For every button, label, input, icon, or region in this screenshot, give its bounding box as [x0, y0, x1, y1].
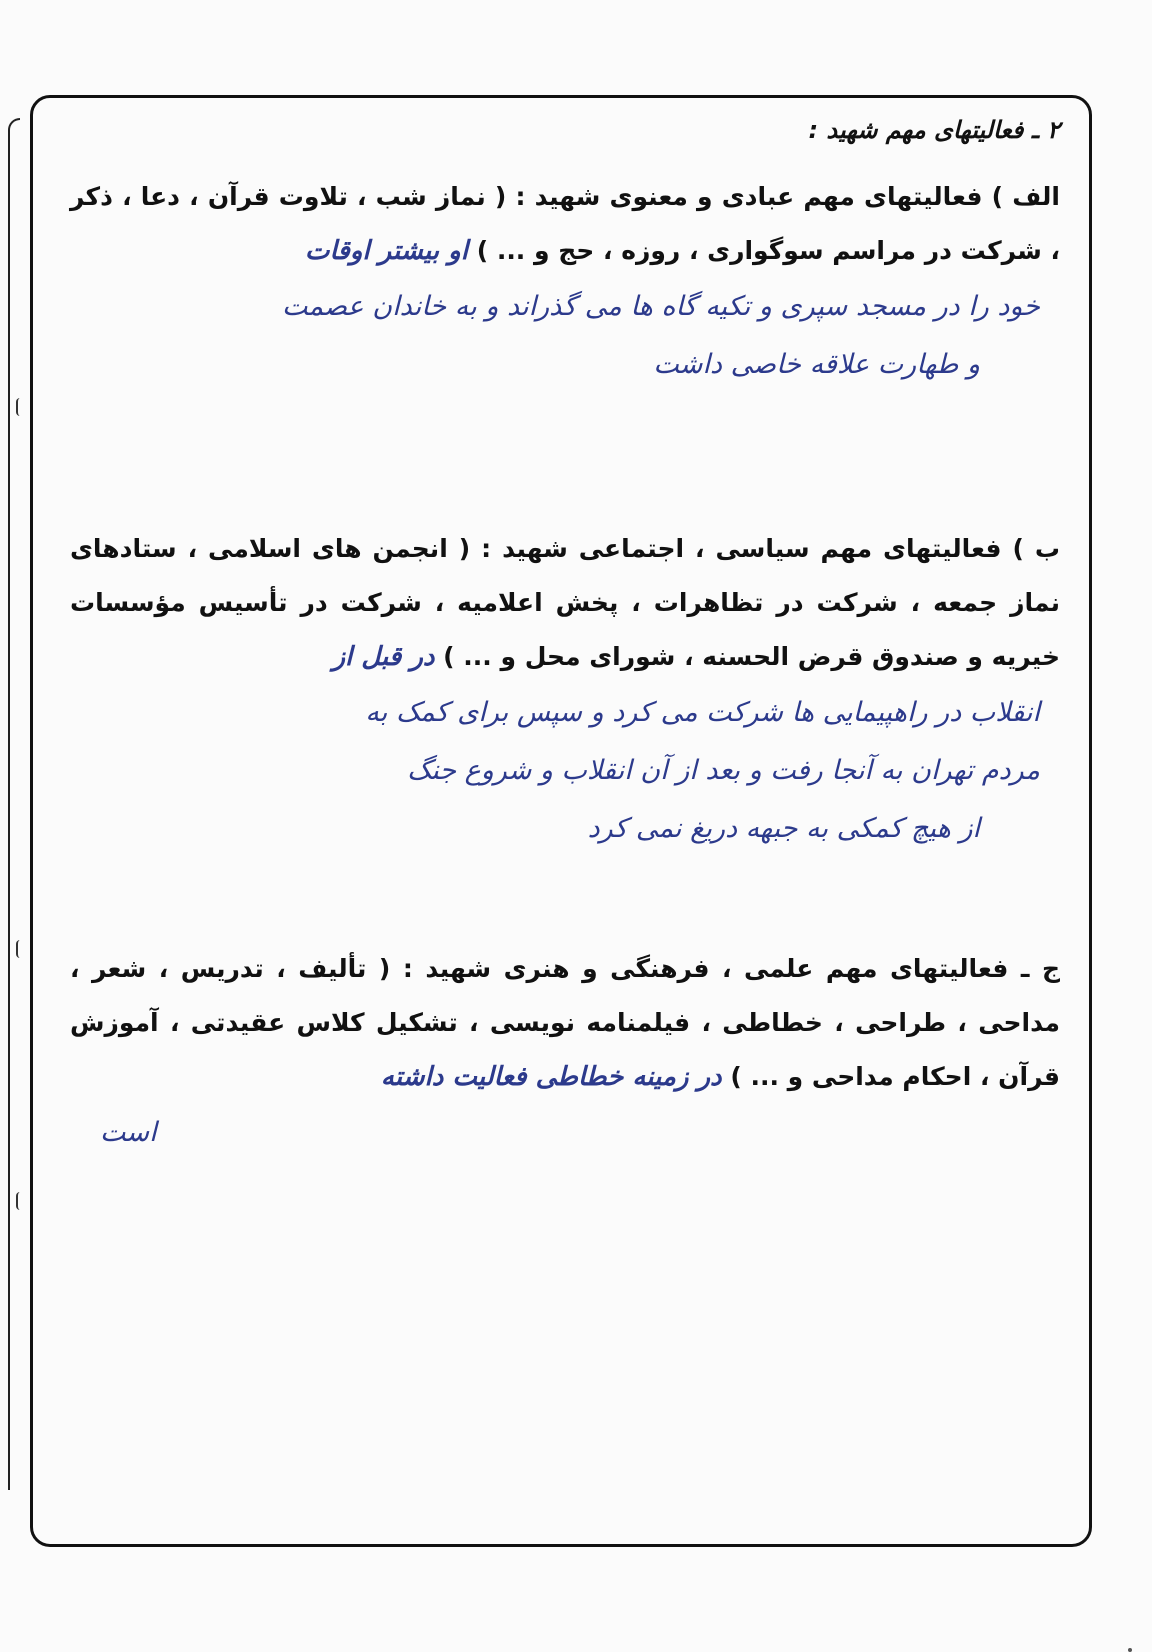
scan-page-edge [8, 118, 20, 1490]
section-c-printed-text: ج ـ فعالیتهای مهم علمی ، فرهنگی و هنری شهید : ( تألیف ، تدریس ، شعر ، مداحی ، طراحی ، خطاطی ، فیلمنامه نویسی ، تشکیل کلاس عقیدتی ، آموزش قرآن ، احکام مداحی و ... ) [70, 954, 1060, 1091]
scan-binding-mark [16, 398, 24, 416]
form-content [70, 110, 1060, 1148]
handwritten-line: مردم تهران به آنجا رفت و بعد از آن انقلاب و شروع جنگ [407, 755, 1040, 786]
section-heading: ۲ ـ فعالیتهای مهم شهید : [808, 116, 1060, 144]
section-b-printed [70, 522, 1060, 684]
section-b [70, 522, 1060, 858]
section-a [70, 170, 1060, 394]
section-b-handwritten-inline: در قبل از [332, 642, 435, 672]
handwritten-line: از هیچ کمکی به جبهه دریغ نمی کرد [587, 813, 980, 844]
section-c-handwritten [70, 1104, 1060, 1162]
scan-binding-mark [16, 1192, 24, 1210]
section-c [70, 942, 1060, 1162]
section-b-handwritten [70, 684, 1060, 858]
handwritten-line: است [100, 1117, 157, 1148]
section-a-printed-text: الف ) فعالیتهای مهم عبادی و معنوی شهید : ( نماز شب ، تلاوت قرآن ، دعا ، ذکر ، شرکت در مراسم سوگواری ، روزه ، حج و ... ) [70, 182, 1060, 265]
scan-binding-mark [16, 940, 24, 958]
section-b-printed-text: ب ) فعالیتهای مهم سیاسی ، اجتماعی شهید : ( انجمن های اسلامی ، ستادهای نماز جمعه ، شرکت در تظاهرات ، پخش اعلامیه ، شرکت در تأسیس مؤسسات خیریه و صندوق قرض الحسنه ، شورای محل و ... ) [70, 534, 1060, 671]
section-c-printed [70, 942, 1060, 1104]
handwritten-line: و طهارت علاقه خاصی داشت [653, 349, 980, 380]
section-a-handwritten-inline: او بیشتر اوقات [305, 236, 468, 266]
scan-speck [1128, 1648, 1132, 1652]
section-c-handwritten-inline: در زمینه خطاطی فعالیت داشته [380, 1062, 722, 1092]
handwritten-line: خود را در مسجد سپری و تکیه گاه ها می گذراند و به خاندان عصمت [282, 291, 1040, 322]
section-a-printed [70, 170, 1060, 278]
handwritten-line: انقلاب در راهپیمایی ها شرکت می کرد و سپس برای کمک به [365, 697, 1040, 728]
section-a-handwritten [70, 278, 1060, 394]
